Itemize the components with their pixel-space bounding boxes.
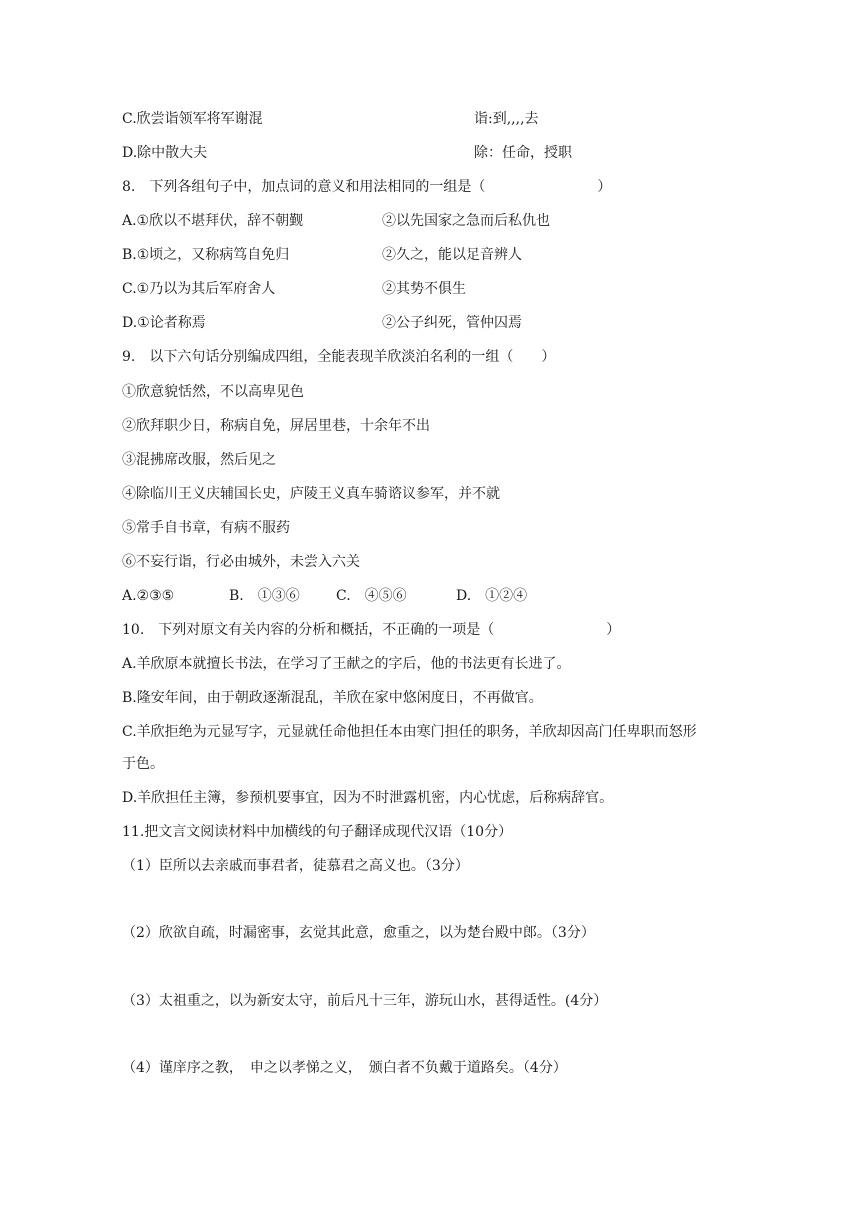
q10-option-a: A.羊欣原本就擅长书法，在学习了王献之的字后，他的书法更有长进了。: [122, 656, 571, 672]
q10-option-c-continued: 于色。: [122, 756, 164, 772]
q8-option-c-1: C.①乃以为其后军府舍人: [122, 281, 276, 297]
q7-option-d-gloss: 除：任命，授职: [474, 145, 572, 161]
q9-sentence-5: ⑤常手自书章，有病不服药: [122, 520, 290, 536]
q11-stem: 11.把文言文阅读材料中加横线的句子翻译成现代汉语（10分）: [122, 824, 513, 840]
q10-option-b: B.隆安年间，由于朝政逐渐混乱，羊欣在家中悠闲度日，不再做官。: [122, 690, 543, 706]
q8-option-c-2: ②其势不俱生: [382, 281, 466, 297]
q9-option-b: B. ①③⑥: [229, 588, 300, 604]
q8-option-b-1: B.①顷之，又称病笃自免归: [122, 247, 290, 263]
q9-sentence-2: ②欣拜职少日，称病自免，屏居里巷，十余年不出: [122, 418, 430, 434]
q10-option-d: D.羊欣担任主簿，参预机要事宜，因为不时泄露机密，内心忧虑，后称病辞官。: [122, 790, 614, 806]
q9-sentence-3: ③混拂席改服，然后见之: [122, 452, 276, 468]
q9-option-d: D. ①②④: [456, 588, 528, 604]
q8-stem: 8. 下列各组句子中，加点词的意义和用法相同的一组是（ ）: [122, 179, 612, 195]
q11-part-4: （4）谨庠序之教， 申之以孝悌之义， 颁白者不负戴于道路矣。（4分）: [122, 1060, 567, 1076]
q11-part-2: （2）欣欲自疏，时漏密事，玄觉其此意，愈重之，以为楚台殿中郎。（3分）: [122, 925, 595, 941]
q9-sentence-6: ⑥不妄行诣，行必由城外，未尝入六关: [122, 554, 360, 570]
q8-option-a-1: A.①欣以不堪拜伏，辞不朝觐: [122, 213, 304, 229]
q9-option-a: A.②③⑤: [122, 588, 175, 604]
q10-option-c: C.羊欣拒绝为元显写字，元显就任命他担任本由寒门担任的职务，羊欣却因高门任卑职而怒形: [122, 724, 697, 740]
q10-stem: 10. 下列对原文有关内容的分析和概括，不正确的一项是（ ）: [122, 622, 621, 638]
q7-option-d: D.除中散大夫: [122, 145, 208, 161]
q8-option-a-2: ②以先国家之急而后私仇也: [382, 213, 550, 229]
q7-option-c: C.欣尝诣领军将军谢混: [122, 111, 263, 127]
q8-option-d-1: D.①论者称焉: [122, 315, 206, 331]
q8-option-b-2: ②久之，能以足音辨人: [382, 247, 522, 263]
q9-option-c: C. ④⑤⑥: [336, 588, 407, 604]
q9-sentence-4: ④除临川王义庆辅国长史，庐陵王义真车骑谘议参军，并不就: [122, 486, 500, 502]
q9-sentence-1: ①欣意貌恬然，不以高卑见色: [122, 384, 304, 400]
q9-stem: 9. 以下六句话分别编成四组，全能表现羊欣淡泊名利的一组（ ）: [122, 349, 556, 365]
q11-part-1: （1）臣所以去亲戚而事君者，徒慕君之高义也。（3分）: [122, 858, 469, 874]
q7-option-c-gloss: 诣:到,,,,去: [474, 111, 539, 127]
q8-option-d-2: ②公子纠死，管仲囚焉: [382, 315, 522, 331]
q11-part-3: （3）太祖重之，以为新安太守，前后凡十三年，游玩山水，甚得适性。(4分）: [122, 993, 608, 1009]
